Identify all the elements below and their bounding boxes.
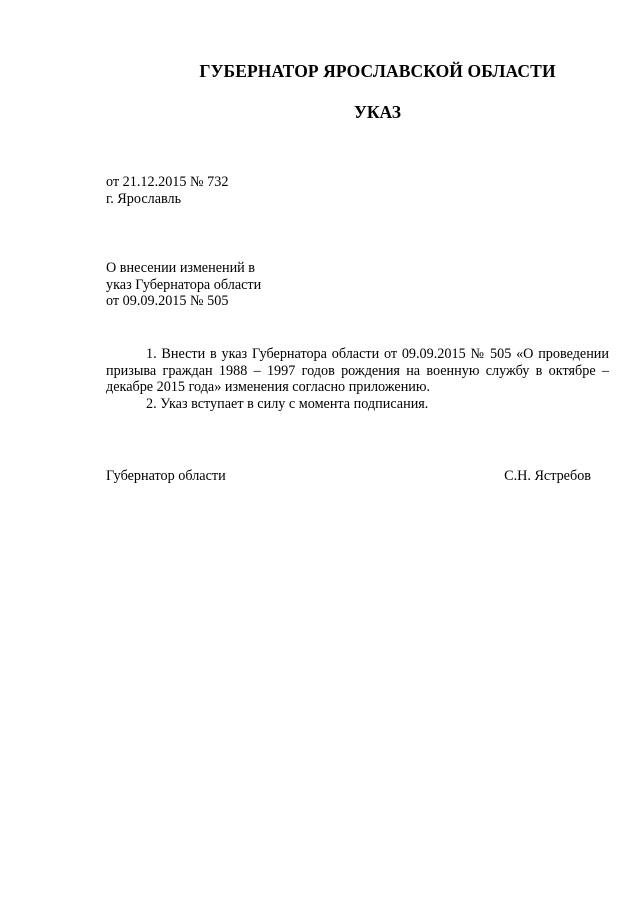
place-of-issue: г. Ярославль bbox=[106, 190, 182, 207]
document-body bbox=[106, 346, 609, 412]
signatory-position: Губернатор области bbox=[106, 468, 226, 484]
paragraph-1: 1. Внести в указ Губернатора области от 09.09.2015 № 505 «О проведении призыва граждан 1988 – 1997 годов рождения на военную службу в октябре – декабре 2015 года» изменения согласно приложению. bbox=[106, 346, 609, 395]
subject-line-1: О внесении изменений в bbox=[106, 260, 256, 276]
subject-line-2: указ Губернатора области bbox=[106, 276, 262, 293]
issuing-authority: ГУБЕРНАТОР ЯРОСЛАВСКОЙ ОБЛАСТИ bbox=[199, 61, 556, 81]
paragraph-2: 2. Указ вступает в силу с момента подписания. bbox=[146, 395, 429, 412]
date-and-number: от 21.12.2015 № 732 bbox=[106, 174, 229, 190]
document-meta bbox=[106, 174, 406, 207]
document-type: УКАЗ bbox=[354, 102, 401, 122]
signature-block bbox=[106, 468, 591, 485]
subject-line-3: от 09.09.2015 № 505 bbox=[106, 293, 229, 309]
signatory-name: С.Н. Ястребов bbox=[504, 468, 591, 484]
document-subject bbox=[106, 260, 406, 310]
